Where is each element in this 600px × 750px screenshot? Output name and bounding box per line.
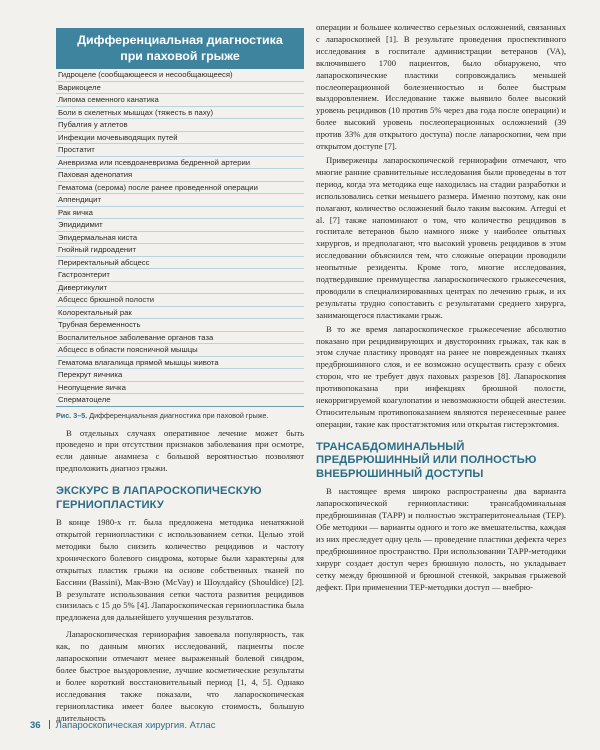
- section-heading-laparoscopic-excursus: [56, 485, 304, 512]
- diagnosis-row: Гидроцеле (сообщающееся и несообщающееся): [56, 69, 304, 82]
- diagnosis-row: Неопущение яичка: [56, 382, 304, 395]
- right-column: [316, 22, 566, 593]
- section-heading-access-types: [316, 441, 566, 482]
- diagnosis-row: Абсцесс в области поясничной мышцы: [56, 344, 304, 357]
- diagnosis-row: Аппендицит: [56, 194, 304, 207]
- diagnosis-row: Боли в скелетных мышцах (тяжесть в паху): [56, 107, 304, 120]
- diagnosis-row: Периректальный абсцесс: [56, 257, 304, 270]
- diagnosis-row: Трубная беременность: [56, 319, 304, 332]
- left-paragraph-1: В отдельных случаях оперативное лечение может быть проведено и при отсутствии признаков заболевания при осмотре, если данные анамнеза с большой вероятностью позволяют предположить диагноз грыжи.: [56, 427, 304, 474]
- diagnosis-row: Пубалгия у атлетов: [56, 119, 304, 132]
- left-column: [56, 28, 304, 725]
- diagnosis-row: Паховая аденопатия: [56, 169, 304, 182]
- footer-divider: [49, 720, 50, 729]
- figure-title-line-2: при паховой грыже: [120, 49, 240, 63]
- diagnosis-row: Дивертикулит: [56, 282, 304, 295]
- diagnosis-row: Аневризма или псевдоаневризма бедренной артерии: [56, 157, 304, 170]
- figure-title-line-1: Дифференциальная диагностика: [77, 33, 283, 47]
- diagnosis-row: Гастроэнтерит: [56, 269, 304, 282]
- diagnosis-row: Перекрут яичника: [56, 369, 304, 382]
- right-paragraph-1: операции и большее количество серьезных осложнений, связанных с лапароскопией [1]. В результате проведения проспективного исследования в госпитале администрации ветеранов (VA), включившего 1700 пациентов, было обнаружено, что лапароскопические пластики сопровождались меньшей послеоперационной болезненностью и более быстрым выздоровлением. Исследование также выявило более высокий уровень рецидивов (10 против 5% через два года после операции) и более высокий уровень послеоперационных осложнений (39 против 33% для открытого доступа) после лапароскопии, чем при открытом доступе [7].: [316, 22, 566, 152]
- diagnosis-row: Сперматоцеле: [58, 395, 111, 404]
- right-paragraph-3: В то же время лапароскопическое грыжесечение абсолютно показано при рецидивирующих и двусторонних грыжах, так как в этом случае пластику проводят на ранее не поврежденных тканях предбрюшинного слоя, и ее возможно осуществить сразу с обеих сторон, что не требует двух паховых разрезов [8]. Лапароскопия противопоказана при инфекциях брюшной полости, некорригируемой коагулопатии и невозможности общей анестезии. Относительным противопоказанием являются перенесенные ранее операции, такие как простатэктомия или открытая гистерэктомия.: [316, 323, 566, 429]
- diagnosis-row: Инфекции мочевыводящих путей: [56, 132, 304, 145]
- right-paragraph-2: Приверженцы лапароскопической герниорафии отмечают, что многие ранние сравнительные исследования были проведены в тот период, когда эта методика еще находилась на стадии разработки и использовались сетки меньшего размера. Именно поэтому, как они полагают, количество осложнений было таким высоким. Arregui et al. [7] также напоминают о том, что количество рецидивов в госпитале ветеранов было намного ниже у наиболее опытных хирургов, и предполагают, что высокий уровень рецидивов в этом исследовании объяснился тем, что сложные операции проводили неопытные резиденты. Кроме того, многие исследования, подтвердившие преимущества лапароскопического грыжесечения, проводили в специализированных центрах по лечению грыж, и их результаты трудно сопоставить с результатами среднего хирурга, занимающегося пластиками грыж.: [316, 154, 566, 320]
- section2-heading-line-1: ТРАНСАБДОМИНАЛЬНЫЙ: [316, 440, 465, 453]
- figure-caption-label: Рис. 3–5.: [56, 410, 88, 420]
- page-footer: [30, 720, 215, 731]
- section2-heading-line-3: ВНЕБРЮШИННЫЙ ДОСТУПЫ: [316, 467, 484, 480]
- differential-diagnosis-figure: [56, 28, 304, 407]
- diagnosis-row: Простатит: [56, 144, 304, 157]
- section-heading-line-1: ЭКСКУРС В ЛАПАРОСКОПИЧЕСКУЮ: [56, 485, 262, 498]
- diagnosis-row: Воспалительное заболевание органов таза: [56, 332, 304, 345]
- diagnosis-row: Эпидермальная киста: [56, 232, 304, 245]
- figure-title: [56, 28, 304, 69]
- diagnosis-row: Рак яичка: [56, 207, 304, 220]
- diagnosis-row: Гематома влагалища прямой мышцы живота: [56, 357, 304, 370]
- diagnosis-list: [56, 69, 304, 406]
- figure-caption: [56, 411, 304, 421]
- diagnosis-row: Гематома (серома) после ранее проведенной операции: [56, 182, 304, 195]
- diagnosis-row: Варикоцеле: [56, 82, 304, 95]
- section2-heading-line-2: ПРЕДБРЮШИННЫЙ ИЛИ ПОЛНОСТЬЮ: [316, 454, 537, 467]
- page-number: 36: [30, 720, 41, 731]
- book-title: Лапароскопическая хирургия. Атлас: [55, 720, 216, 731]
- diagnosis-row: Эпидидимит: [56, 219, 304, 232]
- diagnosis-row: Абсцесс брюшной полости: [56, 294, 304, 307]
- diagnosis-row: Гнойный гидроаденит: [56, 244, 304, 257]
- section-heading-line-2: ГЕРНИОПЛАСТИКУ: [56, 498, 164, 511]
- diagnosis-row: Липома семенного канатика: [56, 94, 304, 107]
- right-paragraph-4: В настоящее время широко распространены два варианта лапароскопической герниопластики: трансабдоминальная предбрюшинная (ТАРР) и полностью экстраперитонеальная (ТЕР). Обе методики — варианты одного и того же вмешательства, каждая из них преследует одну цель — проведение пластики дефекта через предбрюшинное пространство. При использовании ТАРР-методики хирург создает доступ через брюшную полость, но укладывает сетку между брюшиной и брюшной стенкой, закрывая грыжевой дефект. При применении ТЕР-методики доступ — внебрю-: [316, 486, 566, 592]
- left-paragraph-3: Лапароскопическая герниорафия завоевала популярность, так как, по данным многих исследований, пациенты после лапароскопии отмечают менее выраженный болевой синдром, более быстрое выздоровление, лучшие косметические результаты и более короткий восстановительный период [1, 4, 5]. Однако исследования также показали, что лапароскопическая герниопластика имеет более высокую стоимость, большую длительность: [56, 629, 304, 723]
- diagnosis-row: Колоректальный рак: [56, 307, 304, 320]
- figure-caption-text: Дифференциальная диагностика при паховой грыже.: [87, 410, 269, 420]
- left-paragraph-2: В конце 1980-х гг. была предложена методика ненатяжной открытой герниопластики с использованием сетки. Целью этой методики было снизить количество рецидивов и частоту хронического болевого синдрома, которые были характерны для открытых пластик грыжи на основе собственных тканей по Бассини (Bassini), Мак-Вэю (McVay) и Шоулдайсу (Shouldice) [2]. В результате использования сетки частота развития рецидивов снизилась с 15 до 5% [4]. Лапароскопическая герниопластика была предложена для дальнейшего улучшения результатов.: [56, 517, 304, 623]
